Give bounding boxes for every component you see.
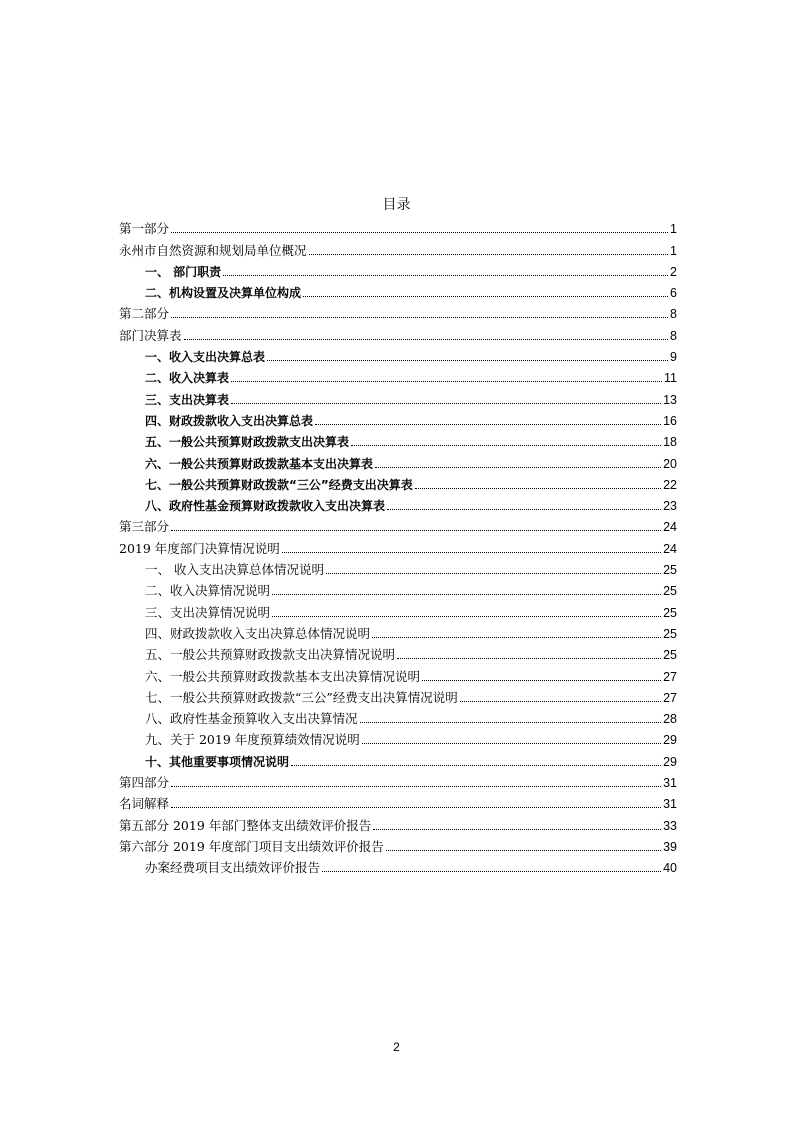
toc-list <box>119 216 677 876</box>
toc-entry-label: 六、一般公共预算财政拨款基本支出决算表 <box>145 456 374 471</box>
toc-entry[interactable] <box>119 237 677 258</box>
toc-entry-page: 1 <box>670 222 677 237</box>
toc-entry-label: 二、机构设置及决算单位构成 <box>145 286 302 301</box>
toc-entry-page: 13 <box>663 392 677 407</box>
toc-entry[interactable] <box>119 770 677 791</box>
toc-entry[interactable] <box>119 493 677 514</box>
toc-leader <box>272 616 661 617</box>
toc-entry[interactable] <box>119 621 677 642</box>
toc-entry-page: 11 <box>664 371 677 386</box>
toc-entry-label: 第一部分 <box>119 221 170 237</box>
toc-leader <box>315 424 661 425</box>
toc-entry-label: 一、 部门职责 <box>145 264 222 279</box>
toc-entry[interactable] <box>119 280 677 301</box>
toc-entry-page: 28 <box>663 712 677 727</box>
toc-entry[interactable] <box>119 450 677 471</box>
toc-entry-label: 二、收入决算情况说明 <box>145 583 271 599</box>
page-number: 2 <box>393 1040 400 1054</box>
toc-leader <box>373 829 661 830</box>
toc-entry-page: 25 <box>663 626 677 641</box>
toc-entry-label: 第六部分 2019 年度部门项目支出绩效评价报告 <box>119 838 384 854</box>
toc-entry-page: 24 <box>663 520 677 535</box>
toc-entry[interactable] <box>119 472 677 493</box>
toc-entry[interactable] <box>119 386 677 407</box>
toc-entry-label: 四、财政拨款收入支出决算总表 <box>145 413 314 428</box>
toc-entry-page: 16 <box>663 413 677 428</box>
toc-entry-page: 9 <box>670 350 677 365</box>
toc-leader <box>326 573 661 574</box>
toc-entry-label: 九、关于 2019 年度预算绩效情况说明 <box>145 732 360 748</box>
toc-entry[interactable] <box>119 408 677 429</box>
toc-entry-label: 三、支出决算情况说明 <box>145 604 271 620</box>
toc-entry-page: 25 <box>663 563 677 578</box>
toc-entry-page: 31 <box>663 776 677 791</box>
toc-entry-page: 33 <box>663 818 677 833</box>
toc-entry-label: 五、一般公共预算财政拨款支出决算情况说明 <box>145 647 396 663</box>
toc-entry-page: 23 <box>663 499 677 514</box>
toc-entry-label: 第五部分 2019 年部门整体支出绩效评价报告 <box>119 817 372 833</box>
toc-entry-page: 29 <box>663 733 677 748</box>
toc-leader <box>303 296 668 297</box>
toc-leader <box>422 680 661 681</box>
toc-entry-label: 六、一般公共预算财政拨款基本支出决算情况说明 <box>145 668 421 684</box>
toc-entry-label: 七、一般公共预算财政拨款“三公”经费支出决算情况说明 <box>145 689 458 705</box>
toc-entry[interactable] <box>119 344 677 365</box>
toc-entry[interactable] <box>119 855 677 876</box>
toc-entry-page: 6 <box>670 286 677 301</box>
toc-entry-page: 25 <box>663 648 677 663</box>
toc-entry[interactable] <box>119 535 677 556</box>
toc-entry[interactable] <box>119 578 677 599</box>
toc-entry[interactable] <box>119 301 677 322</box>
toc-leader <box>267 360 668 361</box>
toc-entry-page: 29 <box>663 754 677 769</box>
toc-entry-label: 2019 年度部门决算情况说明 <box>119 540 280 556</box>
toc-entry-label: 一、收入支出决算总表 <box>145 350 266 365</box>
toc-entry-label: 八、政府性基金预算收入支出决算情况 <box>145 711 358 727</box>
toc-entry-page: 27 <box>663 669 677 684</box>
toc-entry-label: 八、政府性基金预算财政拨款收入支出决算表 <box>145 499 386 514</box>
toc-leader <box>309 254 669 255</box>
toc-entry[interactable] <box>119 791 677 812</box>
toc-entry-label: 五、一般公共预算财政拨款支出决算表 <box>145 435 350 450</box>
toc-entry[interactable] <box>119 663 677 684</box>
toc-entry-page: 2 <box>670 264 677 279</box>
toc-entry-label: 第三部分 <box>119 519 170 535</box>
toc-entry-page: 27 <box>663 690 677 705</box>
toc-entry-label: 三、支出决算表 <box>145 392 230 407</box>
toc-leader <box>171 786 661 787</box>
toc-entry-page: 31 <box>663 797 677 812</box>
toc-entry-page: 18 <box>663 435 677 450</box>
toc-entry-page: 22 <box>663 477 677 492</box>
toc-entry-label: 第四部分 <box>119 775 170 791</box>
toc-leader <box>460 701 661 702</box>
toc-leader <box>171 530 661 531</box>
toc-entry-label: 名词解释 <box>119 796 170 812</box>
toc-leader <box>272 594 661 595</box>
toc-entry-label: 四、财政拨款收入支出决算总体情况说明 <box>145 625 371 641</box>
toc-leader <box>171 807 661 808</box>
toc-entry[interactable] <box>119 812 677 833</box>
toc-entry[interactable] <box>119 727 677 748</box>
toc-leader <box>397 658 661 659</box>
toc-entry-label: 第二部分 <box>119 306 170 322</box>
toc-entry-page: 24 <box>663 541 677 556</box>
toc-entry[interactable] <box>119 557 677 578</box>
toc-entry-page: 8 <box>670 307 677 322</box>
toc-entry[interactable] <box>119 599 677 620</box>
toc-leader <box>362 743 661 744</box>
toc-entry-label: 二、收入决算表 <box>145 371 230 386</box>
toc-entry[interactable] <box>119 748 677 769</box>
toc-leader <box>231 403 661 404</box>
toc-entry[interactable] <box>119 514 677 535</box>
toc-entry-page: 20 <box>663 456 677 471</box>
toc-leader <box>291 765 661 766</box>
toc-entry-page: 39 <box>663 839 677 854</box>
toc-entry-label: 七、一般公共预算财政拨款“三公”经费支出决算表 <box>145 477 413 492</box>
toc-leader <box>231 381 662 382</box>
toc-entry-page: 8 <box>670 328 677 343</box>
toc-entry[interactable] <box>119 834 677 855</box>
toc-entry[interactable] <box>119 685 677 706</box>
toc-leader <box>171 317 668 318</box>
toc-entry-label: 十、其他重要事项情况说明 <box>145 754 290 769</box>
toc-leader <box>223 275 668 276</box>
toc-leader <box>360 722 662 723</box>
toc-leader <box>322 871 661 872</box>
toc-leader <box>415 488 661 489</box>
toc-leader <box>375 467 661 468</box>
toc-leader <box>282 552 661 553</box>
toc-entry-page: 25 <box>663 584 677 599</box>
toc-entry-label: 永州市自然资源和规划局单位概况 <box>119 242 307 258</box>
toc-entry[interactable] <box>119 259 677 280</box>
toc-entry[interactable] <box>119 429 677 450</box>
toc-leader <box>351 445 661 446</box>
toc-entry[interactable] <box>119 216 677 237</box>
toc-entry-page: 40 <box>663 861 677 876</box>
toc-entry-label: 一、 收入支出决算总体情况说明 <box>145 562 324 578</box>
toc-entry-page: 1 <box>670 243 677 258</box>
toc-leader <box>386 850 661 851</box>
toc-entry-page: 25 <box>663 605 677 620</box>
toc-entry[interactable] <box>119 365 677 386</box>
toc-title: 目录 <box>382 197 411 213</box>
toc-entry[interactable] <box>119 322 677 343</box>
toc-entry[interactable] <box>119 642 677 663</box>
toc-leader <box>387 509 661 510</box>
toc-entry-label: 办案经费项目支出绩效评价报告 <box>145 860 321 876</box>
toc-entry[interactable] <box>119 706 677 727</box>
toc-leader <box>372 637 661 638</box>
toc-entry-label: 部门决算表 <box>119 327 182 343</box>
toc-leader <box>184 339 669 340</box>
toc-leader <box>171 232 668 233</box>
